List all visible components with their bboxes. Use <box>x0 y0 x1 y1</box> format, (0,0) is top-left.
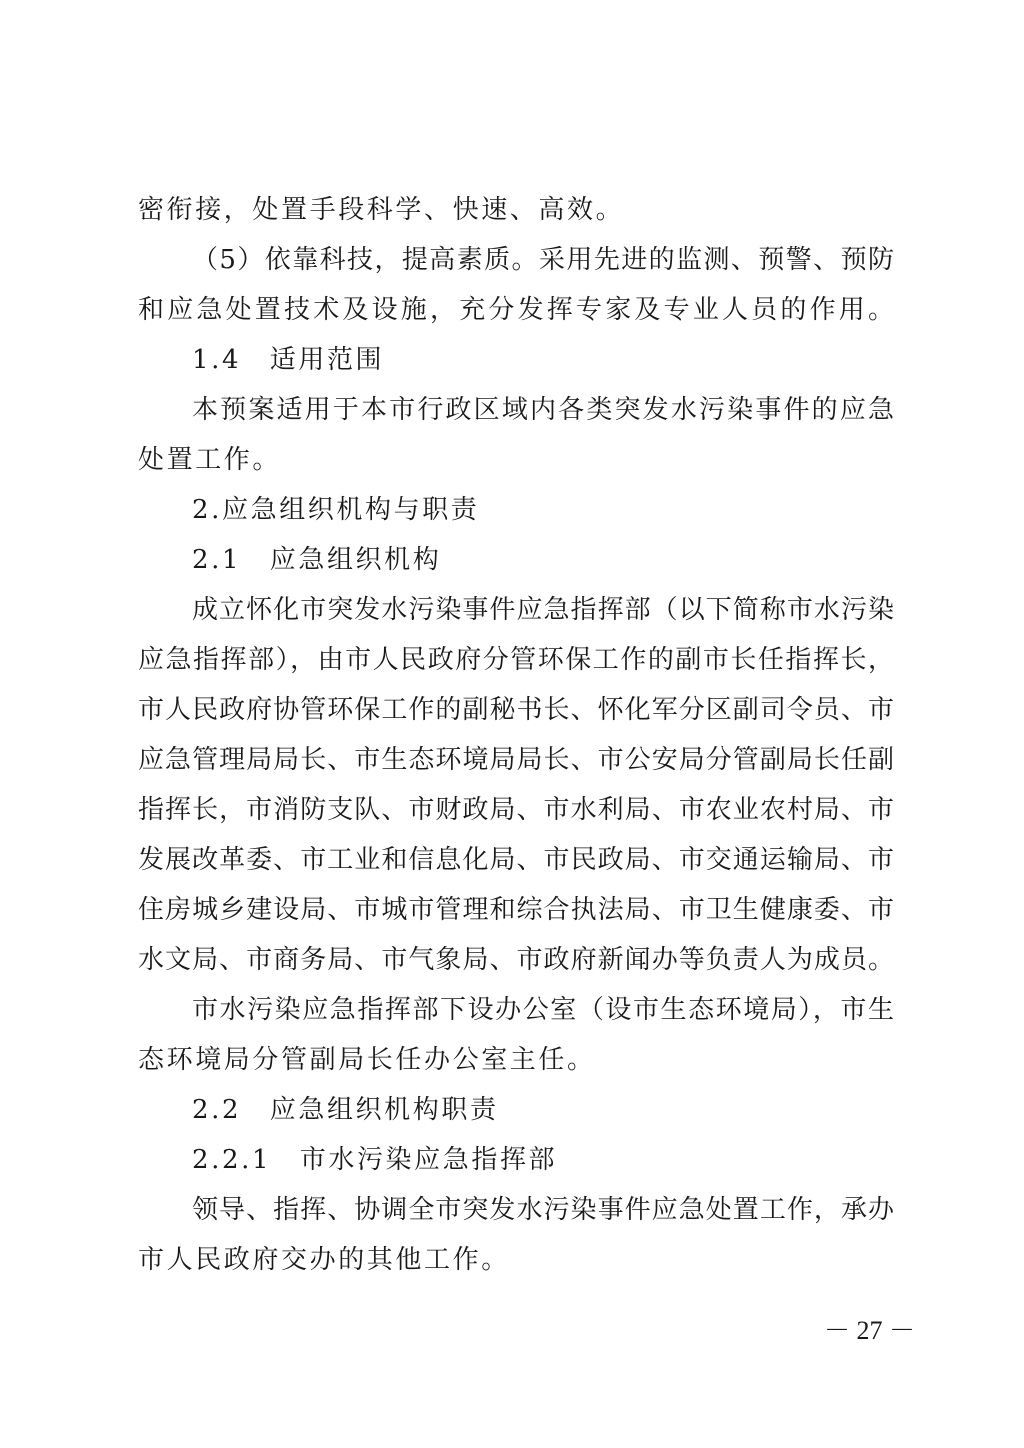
section-heading-2-2: 2.2 应急组织机构职责 <box>192 1095 499 1125</box>
page-number: － 27 － <box>824 1316 916 1345</box>
section-heading-2: 2.应急组织机构与职责 <box>192 495 480 525</box>
text-line-14: 发展改革委、市工业和信息化局、市民政局、市交通运输局、市 <box>138 845 894 875</box>
text-line-22: 市人民政府交办的其他工作。 <box>138 1245 510 1275</box>
section-heading-2-2-1: 2.2.1 市水污染应急指挥部 <box>192 1145 558 1175</box>
text-line-21: 领导、指挥、协调全市突发水污染事件应急处置工作，承办 <box>192 1195 894 1225</box>
text-line-11: 市人民政府协管环保工作的副秘书长、怀化军分区副司令员、市 <box>138 695 894 725</box>
text-line-16: 水文局、市商务局、市气象局、市政府新闻办等负责人为成员。 <box>138 945 894 975</box>
text-line-6: 处置工作。 <box>138 445 282 475</box>
text-line-2: （5）依靠科技，提高素质。采用先进的监测、预警、预防 <box>192 245 894 275</box>
section-heading-1-4: 1.4 适用范围 <box>192 345 385 375</box>
text-line-12: 应急管理局局长、市生态环境局局长、市公安局分管副局长任副 <box>138 745 894 775</box>
text-line-3: 和应急处置技术及设施，充分发挥专家及专业人员的作用。 <box>138 295 894 325</box>
text-line-9: 成立怀化市突发水污染事件应急指挥部（以下简称市水污染 <box>192 595 894 625</box>
section-heading-2-1: 2.1 应急组织机构 <box>192 545 442 575</box>
text-line-13: 指挥长，市消防支队、市财政局、市水利局、市农业农村局、市 <box>138 795 894 825</box>
text-line-5: 本预案适用于本市行政区域内各类突发水污染事件的应急 <box>192 395 894 425</box>
text-line-17: 市水污染应急指挥部下设办公室（设市生态环境局），市生 <box>192 995 894 1025</box>
text-line-15: 住房城乡建设局、市城市管理和综合执法局、市卫生健康委、市 <box>138 895 894 925</box>
text-line-1: 密衔接，处置手段科学、快速、高效。 <box>138 195 625 225</box>
text-line-18: 态环境局分管副局长任办公室主任。 <box>138 1045 596 1075</box>
text-line-10: 应急指挥部），由市人民政府分管环保工作的副市长任指挥长， <box>138 645 894 675</box>
